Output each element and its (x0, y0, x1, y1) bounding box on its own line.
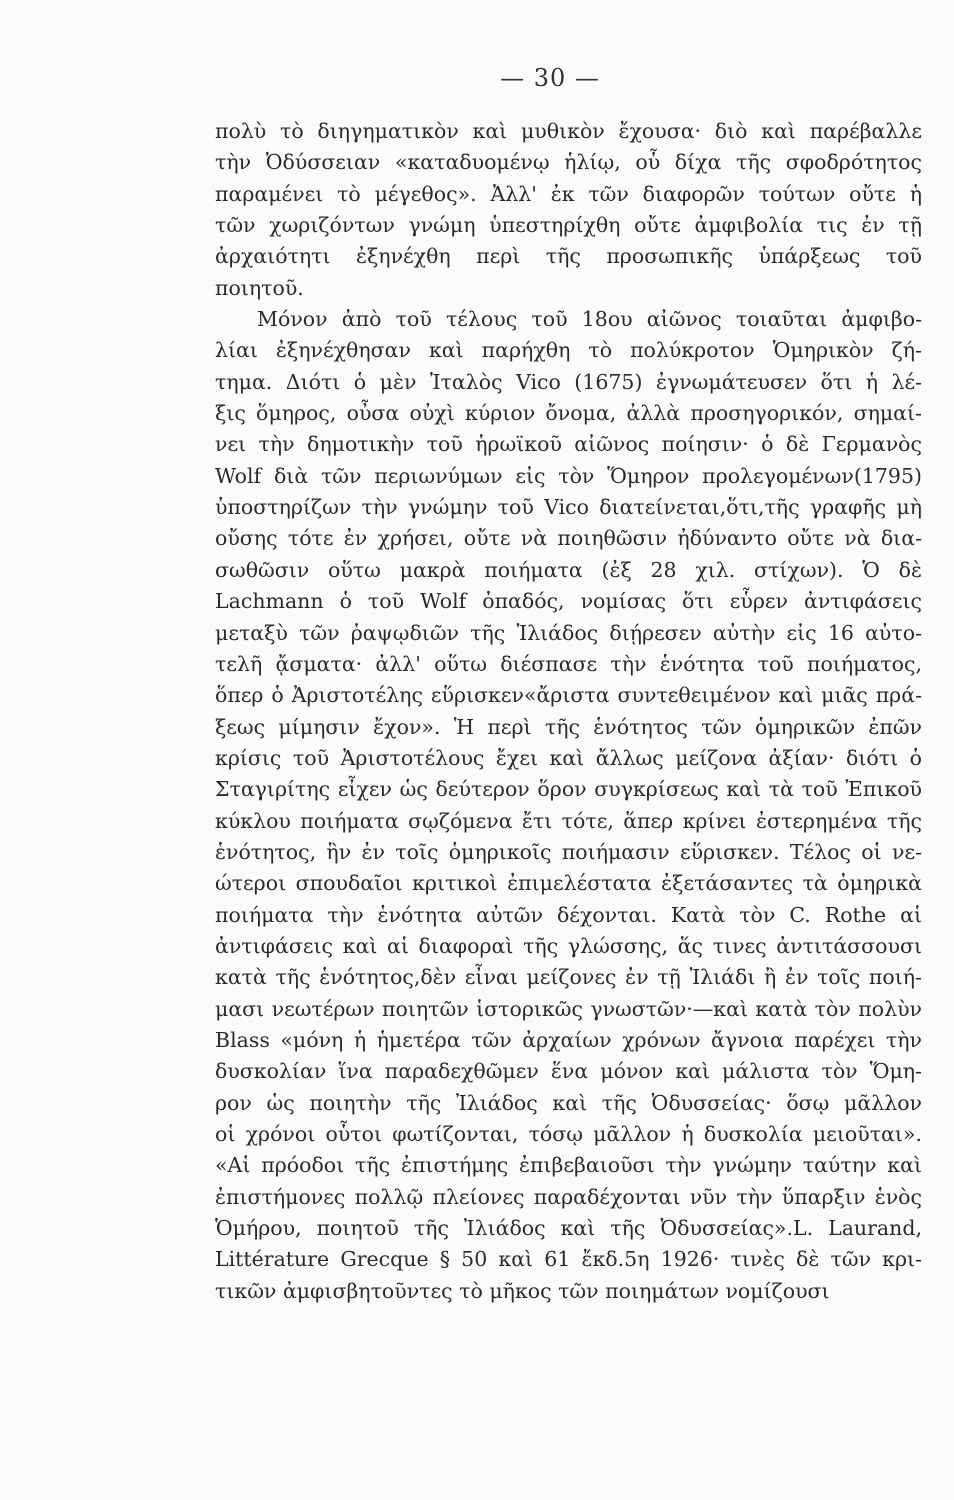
text-line: ἑνότητος, ἣν ἐν τοῖς ὁμηρικοῖς ποιήμασιν εὕρισκεν. Τέλος οἱ νε- (215, 839, 922, 864)
text-line: μασι νεωτέρων ποιητῶν ἱστορικῶς γνωστῶν·—καὶ κατὰ τὸν πολὺν (215, 996, 922, 1021)
text-line: σωθῶσιν οὕτω μακρὰ ποιήματα (ἐξ 28 χιλ. στίχων). Ὁ δὲ (215, 557, 922, 582)
text-line: τικῶν ἀμφισβητοῦντες τὸ μῆκος τῶν ποιημάτων νομίζουσι (215, 1278, 830, 1303)
text-line: Lachmann ὁ τοῦ Wolf ὀπαδός, νομίσας ὅτι εὗρεν ἀντιφάσεις (215, 589, 922, 614)
text-line: ξις ὅμηρος, οὖσα οὐχὶ κύριον ὄνομα, ἀλλὰ προσηγορικόν, σημαί- (215, 401, 922, 426)
text-line: πολὺ τὸ διηγηματικὸν καὶ μυθικὸν ἔχουσα· διὸ καὶ παρέβαλλε (215, 119, 922, 143)
text-line: Ὁμήρου, ποιητοῦ τῆς Ἰλιάδος καὶ τῆς Ὀδυσσείας».L. Laurand, (215, 1216, 922, 1241)
text-line: ὅπερ ὁ Ἀριστοτέλης εὕρισκεν«ἄριστα συντεθειμένον καὶ μιᾶς πρά- (215, 683, 922, 708)
text-line: ἐπιστήμονες πολλῷ πλείονες παραδέχονται νῦν τὴν ὕπαρξιν ἑνὸς (215, 1184, 922, 1209)
text-line: οὔσης τότε ἐν χρήσει, οὔτε νὰ ποιηθῶσιν ἠδύναντο οὔτε νὰ δια- (215, 526, 922, 551)
text-line: τὴν Ὀδύσσειαν «καταδυομένῳ ἡλίῳ, οὗ δίχα τῆς σφοδρότητος (215, 150, 922, 175)
text-line: Wolf διὰ τῶν περιωνύμων εἰς τὸν Ὅμηρον προλεγομένων(1795) (215, 463, 922, 488)
text-line: κρίσις τοῦ Ἀριστοτέλους ἔχει καὶ ἄλλως μείζονα ἀξίαν· διότι ὁ (215, 745, 922, 770)
text-line: ώτεροι σπουδαῖοι κριτικοὶ ἐπιμελέστατα ἐξετάσαντες τὰ ὁμηρικὰ (215, 871, 922, 896)
text-line: ξεως μίμησιν ἔχον». Ἡ περὶ τῆς ἑνότητος τῶν ὁμηρικῶν ἐπῶν (215, 714, 922, 739)
text-line: ἀντιφάσεις καὶ αἱ διαφοραὶ τῆς γλώσσης, ἅς τινες ἀντιτάσσουσι (215, 933, 922, 958)
text-line: κατὰ τῆς ἑνότητος,δὲν εἶναι μείζονες ἐν τῇ Ἰλιάδι ἢ ἐν τοῖς ποιή- (215, 965, 922, 990)
body-text (215, 116, 922, 1307)
text-line: Littérature Grecque § 50 καὶ 61 ἔκδ.5η 1926· τινὲς δὲ τῶν κρι- (215, 1247, 922, 1272)
text-line: ποιήματα τὴν ἑνότητα αὐτῶν δέχονται. Κατὰ τὸν C. Rothe αἱ (215, 902, 922, 927)
text-line: κύκλου ποιήματα σῳζόμενα ἔτι τότε, ἅπερ κρίνει ἐστερημένα τῆς (215, 808, 922, 833)
text-line: λίαι ἐξηνέχθησαν καὶ παρήχθη τὸ πολύκροτον Ὁμηρικὸν ζή- (215, 338, 922, 363)
text-line: Σταγιρίτης εἶχεν ὡς δεύτερον ὅρον συγκρίσεως καὶ τὰ τοῦ Ἐπικοῦ (215, 777, 922, 802)
text-line: μεταξὺ τῶν ῥαψῳδιῶν τῆς Ἰλιάδος διῄρεσεν αὐτὴν εἰς 16 αὐτο- (215, 620, 922, 645)
text-line: Blass «μόνη ἡ ἡμετέρα τῶν ἀρχαίων χρόνων ἄγνοια παρέχει τὴν (215, 1027, 922, 1052)
text-line: νει τὴν δημοτικὴν τοῦ ἡρωϊκοῦ αἰῶνος ποίησιν· ὁ δὲ Γερμανὸς (215, 432, 922, 457)
text-line: ρον ὡς ποιητὴν τῆς Ἰλιάδος καὶ τῆς Ὀδυσσείας· ὅσῳ μᾶλλον (215, 1090, 922, 1115)
text-line: ἀρχαιότητι ἐξηνέχθη περὶ τῆς προσωπικῆς ὑπάρξεως τοῦ (215, 244, 922, 269)
text-line: δυσκολίαν ἵνα παραδεχθῶμεν ἕνα μόνον καὶ μάλιστα τὸν Ὅμη- (215, 1059, 922, 1084)
text-line: παραμένει τὸ μέγεθος». Ἀλλ' ἐκ τῶν διαφορῶν τούτων οὔτε ἡ (215, 181, 922, 206)
text-line: «Αἱ πρόοδοι τῆς ἐπιστήμης ἐπιβεβαιοῦσι τὴν γνώμην ταύτην καὶ (215, 1153, 922, 1178)
text-line: οἱ χρόνοι οὗτοι φωτίζονται, τόσῳ μᾶλλον ἡ δυσκολία μειοῦται». (215, 1122, 922, 1146)
text-line: τημα. Διότι ὁ μὲν Ἰταλὸς Vico (1675) ἐγνωμάτευσεν ὅτι ἡ λέ- (215, 369, 922, 394)
page-number: — 30 — (500, 64, 600, 92)
text-line: τῶν χωριζόντων γνώμη ὑπεστηρίχθη οὔτε ἀμφιβολία τις ἐν τῇ (215, 213, 922, 238)
text-line: τελῆ ᾄσματα· ἀλλ' οὕτω διέσπασε τὴν ἑνότητα τοῦ ποιήματος, (215, 651, 922, 676)
text-line: ὑποστηρίζων τὴν γνώμην τοῦ Vico διατείνεται,ὅτι,τῆς γραφῆς μὴ (215, 495, 922, 520)
text-line: ποιητοῦ. (215, 275, 304, 300)
text-line: Μόνον ἀπὸ τοῦ τέλους τοῦ 18ου αἰῶνος τοιαῦται ἀμφιβο- (257, 307, 922, 332)
